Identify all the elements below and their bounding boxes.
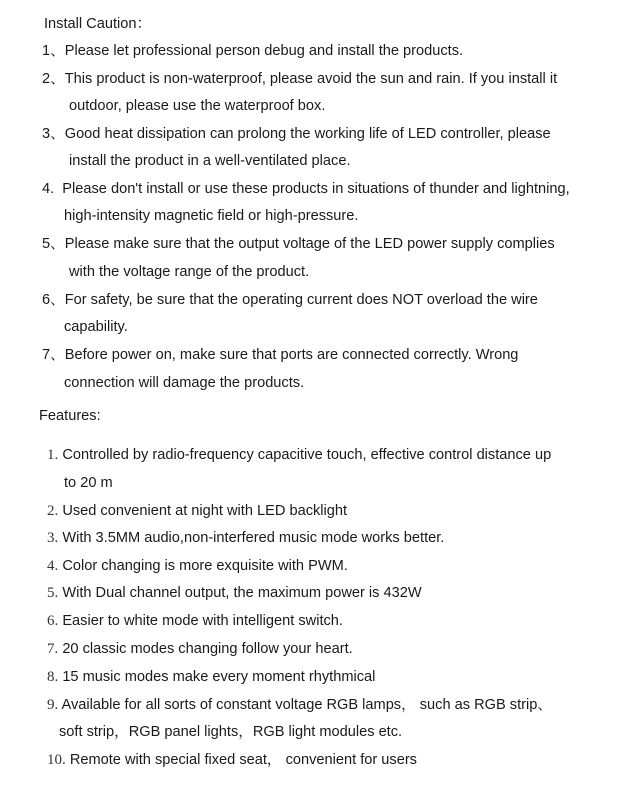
feature-item-text: Remote with special fixed seat， convenient for users: [69, 752, 417, 768]
feature-item-10: [47, 751, 417, 769]
caution-item-text: For safety, be sure that the operating current does NOT overload the wire: [64, 292, 538, 308]
feature-item-text: With 3.5MM audio,non-interfered music mode works better.: [62, 530, 445, 546]
feature-item-6: [47, 612, 343, 630]
caution-item-1: [42, 42, 463, 60]
feature-item-9: [47, 696, 552, 714]
feature-item-text: Used convenient at night with LED backlight: [62, 503, 348, 519]
feature-item-number: 3.: [47, 530, 59, 546]
caution-heading: Install Caution：: [44, 16, 152, 32]
caution-item-7-continuation: connection will damage the products.: [64, 375, 305, 391]
feature-item-text: 20 classic modes changing follow your heart.: [62, 641, 353, 657]
feature-item-4: [47, 557, 348, 575]
feature-item-3: [47, 529, 444, 547]
caution-item-number: 6、: [42, 292, 65, 308]
caution-item-2: [42, 70, 557, 88]
caution-item-number: 7、: [42, 347, 65, 363]
feature-item-1-continuation: to 20 m: [64, 475, 113, 491]
caution-item-text: Please let professional person debug and install the products.: [64, 43, 464, 59]
feature-item-text: With Dual channel output, the maximum power is 432W: [62, 585, 422, 601]
caution-item-4-continuation: high-intensity magnetic field or high-pressure.: [64, 208, 359, 224]
feature-item-8: [47, 668, 375, 686]
caution-item-7: [42, 346, 518, 364]
caution-item-number: 4.: [42, 181, 55, 197]
caution-item-text: Before power on, make sure that ports are connected correctly. Wrong: [64, 347, 519, 363]
feature-item-number: 10.: [47, 752, 66, 768]
caution-item-number: 5、: [42, 236, 65, 252]
feature-item-number: 1.: [47, 447, 59, 463]
caution-item-number: 3、: [42, 126, 65, 142]
caution-item-text: Please don't install or use these products in situations of thunder and lightning,: [62, 181, 570, 197]
feature-item-number: 8.: [47, 669, 59, 685]
feature-item-text: Easier to white mode with intelligent switch.: [62, 613, 343, 629]
caution-item-2-continuation: outdoor, please use the waterproof box.: [69, 98, 326, 114]
caution-item-3: [42, 125, 551, 143]
features-heading: Features:: [39, 408, 101, 424]
feature-item-number: 7.: [47, 641, 59, 657]
caution-item-6: [42, 291, 538, 309]
feature-item-number: 6.: [47, 613, 59, 629]
feature-item-2: [47, 502, 347, 520]
feature-item-1: [47, 446, 551, 464]
feature-item-text: Controlled by radio-frequency capacitive touch, effective control distance up: [62, 447, 552, 463]
feature-item-text: 15 music modes make every moment rhythmical: [62, 669, 376, 685]
caution-item-number: 2、: [42, 71, 65, 87]
feature-item-text: Color changing is more exquisite with PWM.: [62, 558, 348, 574]
feature-item-9-continuation: soft strip，RGB panel lights，RGB light modules etc.: [59, 724, 403, 740]
caution-item-4: [42, 180, 570, 198]
feature-item-5: [47, 584, 422, 602]
caution-item-6-continuation: capability.: [64, 319, 128, 335]
feature-item-number: 9.: [47, 697, 59, 713]
caution-item-number: 1、: [42, 43, 65, 59]
caution-item-text: This product is non-waterproof, please avoid the sun and rain. If you install it: [64, 71, 558, 87]
feature-item-number: 4.: [47, 558, 59, 574]
feature-item-text: Available for all sorts of constant voltage RGB lamps， such as RGB strip、: [61, 697, 552, 713]
feature-item-7: [47, 640, 353, 658]
caution-item-text: Please make sure that the output voltage of the LED power supply complies: [64, 236, 555, 252]
feature-item-number: 2.: [47, 503, 59, 519]
caution-item-5: [42, 235, 555, 253]
caution-item-5-continuation: with the voltage range of the product.: [69, 264, 310, 280]
caution-item-text: Good heat dissipation can prolong the working life of LED controller, please: [64, 126, 551, 142]
caution-item-3-continuation: install the product in a well-ventilated place.: [69, 153, 351, 169]
feature-item-number: 5.: [47, 585, 59, 601]
